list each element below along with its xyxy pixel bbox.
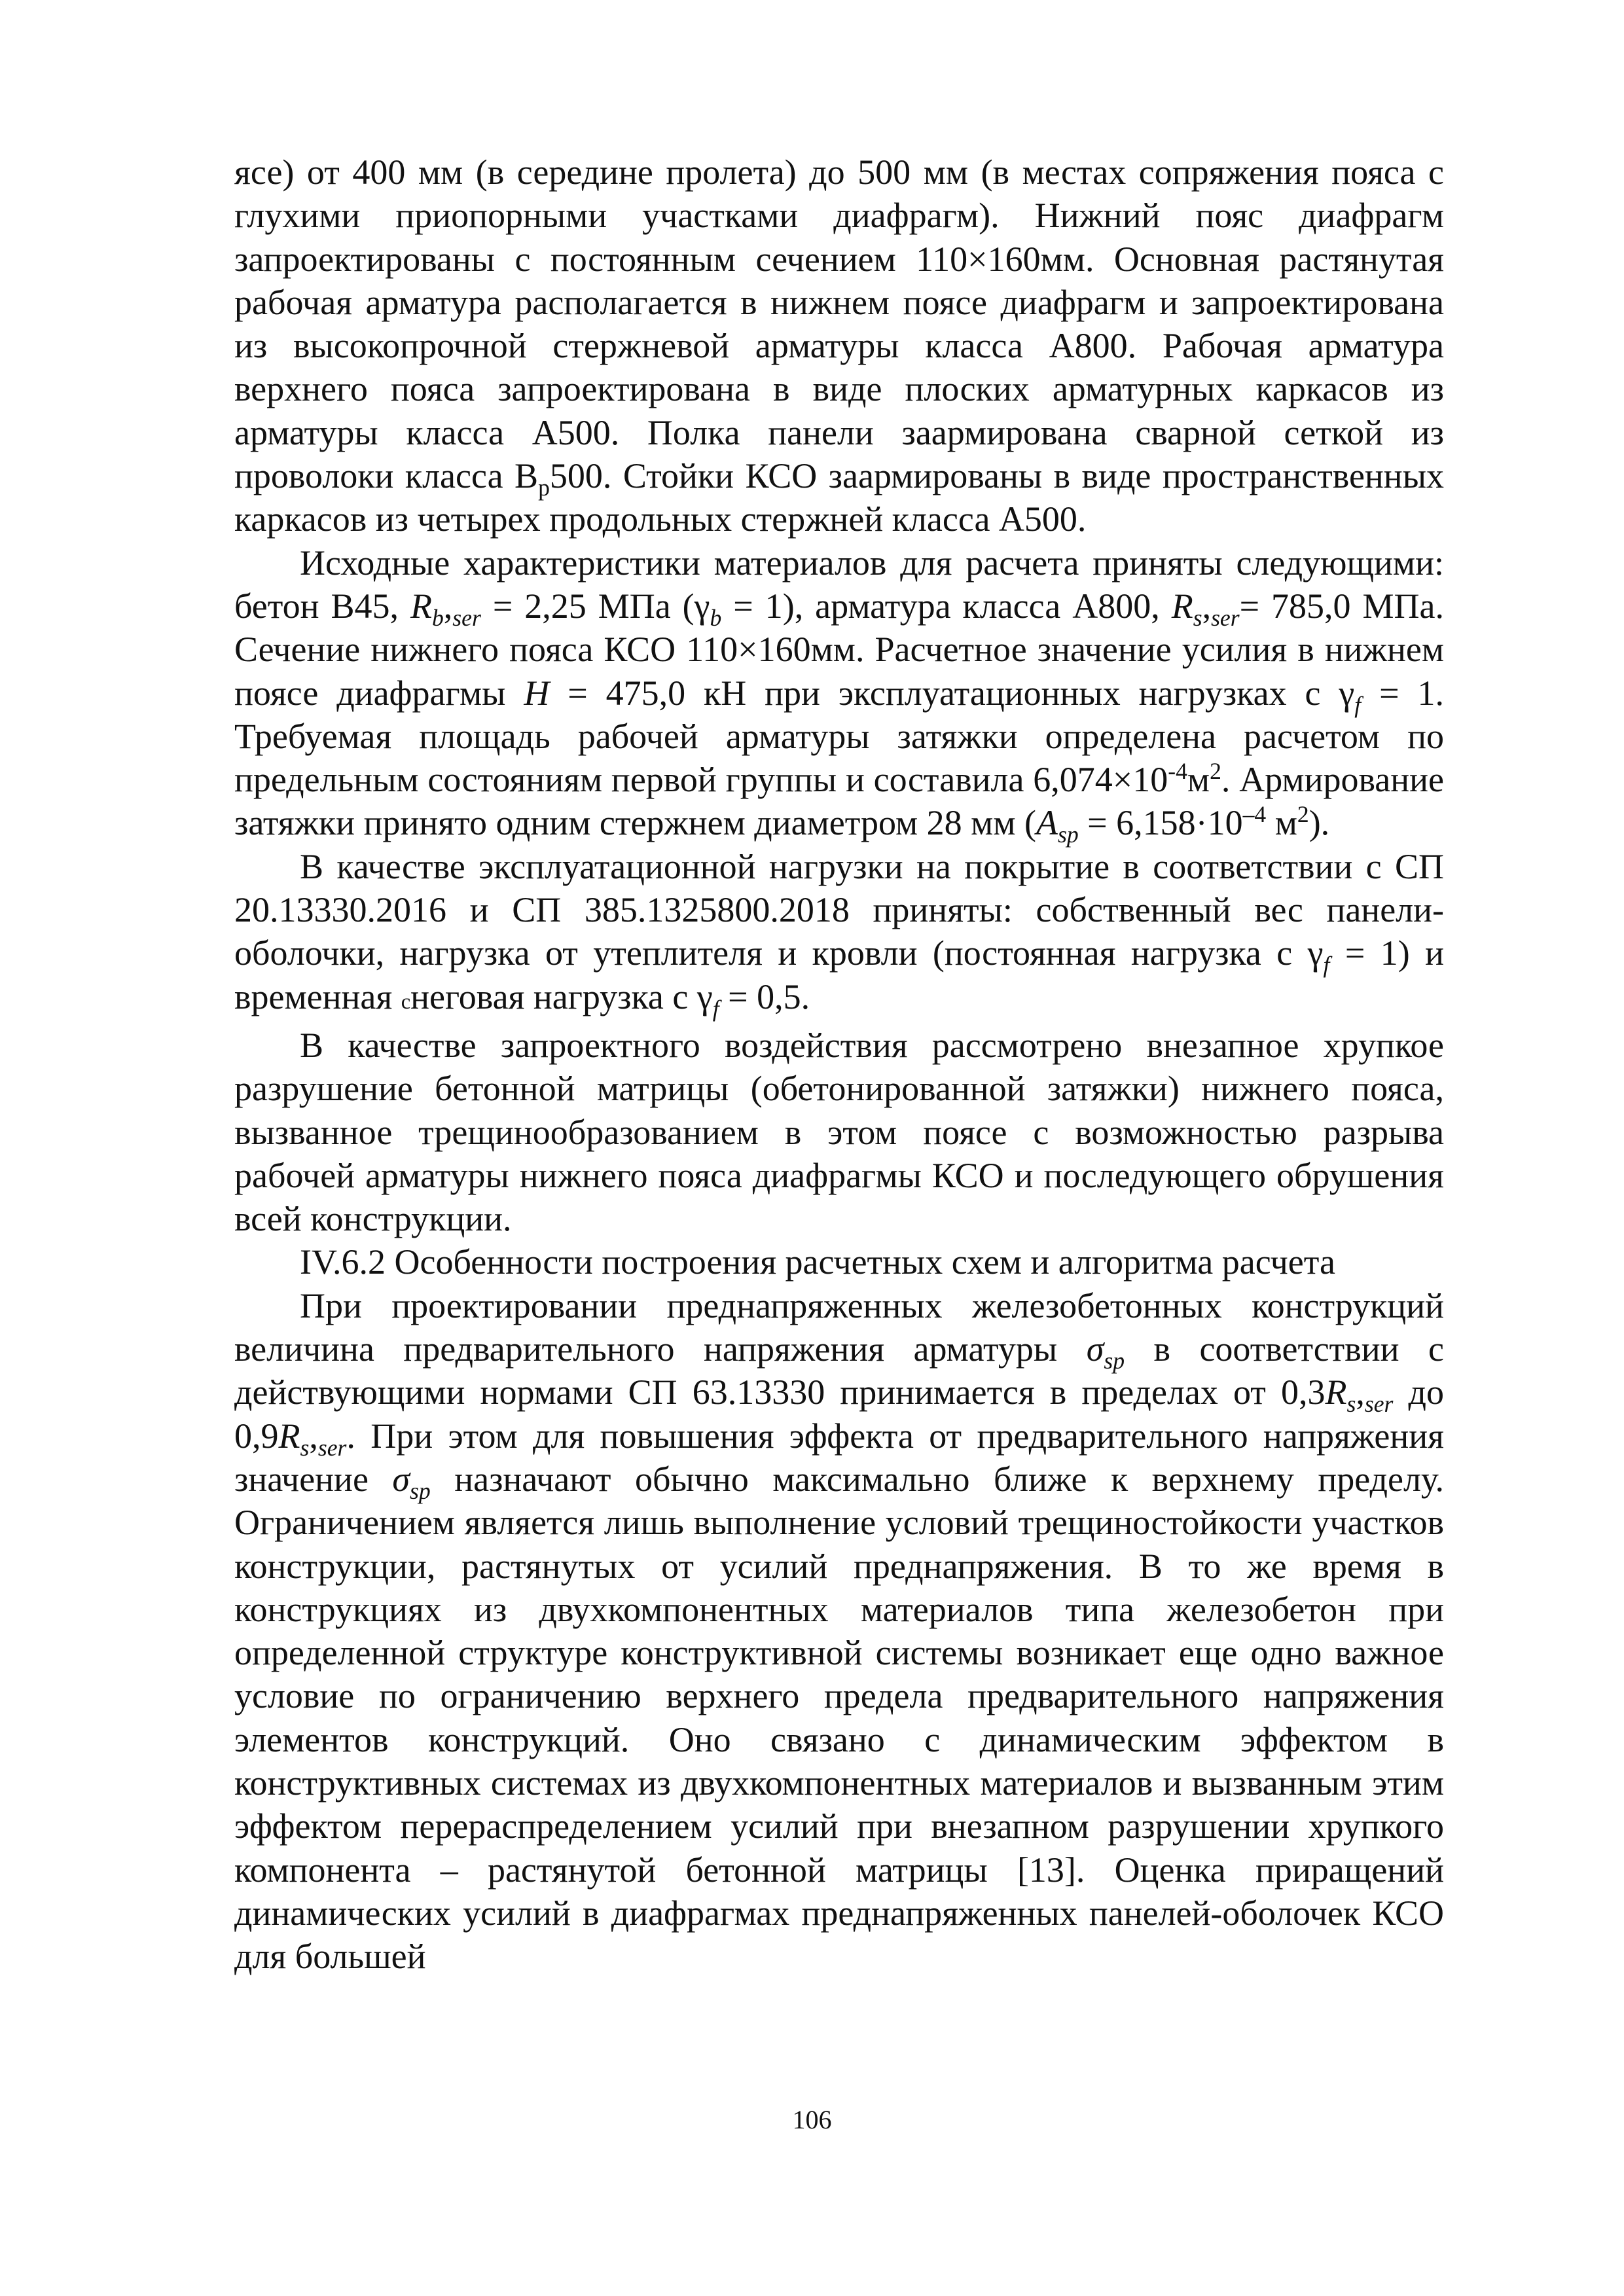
page-body <box>234 151 1444 1978</box>
paragraph-operational-load: В качестве эксплуатационной нагрузки на покрытие в соответствии с СП 20.13330.2016 и СП 385.1325800.2018 приняты: собственный вес панели-оболочки, нагрузка от утеплителя и кровли (постоянная нагрузка с $\gamma_f = 1$) и временная снеговая нагрузка с $\gamma_f = 0,5$. <box>234 846 1444 1022</box>
page-number: 106 <box>792 2105 832 2134</box>
section-heading: IV.6.2 Особенности построения расчетных схем и алгоритма расчета <box>300 1242 1335 1282</box>
paragraph-beyond-design-impact: В качестве запроектного воздействия рассмотрено внезапное хрупкое разрушение бетонной матрицы (обетонированной затяжки) нижнего пояса, вызванное трещинообразованием в этом поясе с возможностью разрыва рабочей арматуры нижнего пояса диафрагмы КСО и последующего обрушения всей конструкции. <box>234 1025 1444 1239</box>
paragraph-continuation: ясе) от 400 мм (в середине пролета) до 500 мм (в местах сопряжения пояса с глухими приопорными участками диафрагм). Нижний пояс диафрагм запроектированы с постоянным сечением 110×160мм. Основная растянутая рабочая арматура располагается в нижнем поясе диафрагм и запроектирована из высокопрочной стержневой арматуры класса А800. Рабочая арматура верхнего пояса запроектирована в виде плоских арматурных каркасов из арматуры класса А500. Полка панели заармирована сварной сеткой из проволоки класса $В_р500$. Стойки КСО заармированы в виде пространственных каркасов из четырех продольных стержней класса А500. <box>234 152 1444 539</box>
paragraph-prestress-design: При проектировании преднапряженных железобетонных конструкций величина предварительного напряжения арматуры $\sigma_{sp}$ в соответствии с действующими нормами СП 63.13330 принимается в пределах от $0,3R_s,_{ser}$ до $0,9R_s,_{ser}$. При этом для повышения эффекта от предварительного напряжения значение $\sigma_{sp}$ назначают обычно максимально ближе к верхнему пределу. Ограничением является лишь выполнение условий трещиностойкости участков конструкции, растянутых от усилий преднапряжения. В то же время в конструкциях из двухкомпонентных материалов типа железобетон при определенной структуре конструктивной системы возникает еще одно важное условие по ограничению верхнего предела предварительного напряжения элементов конструкций. Оно связано с динамическим эффектом в конструктивных системах из двухкомпонентных материалов и вызванным этим эффектом перераспределением усилий при внезапном разрушении хрупкого компонента – растянутой бетонной матрицы [13]. Оценка приращений динамических усилий в диафрагмах преднапряженных панелей-оболочек КСО для большей <box>234 1285 1444 1977</box>
paragraph-material-properties: Исходные характеристики материалов для расчета приняты следующими: бетон В45, $R_b,_{ser} = 2,25$ МПа $(\gamma_b = 1)$, арматура класса А800, $R_s,_{ser}= 785,0$ МПа. Сечение нижнего пояса КСО 110×160мм. Расчетное значение усилия в нижнем поясе диафрагмы H = 475,0 кН при эксплуатационных нагрузках с $\gamma_f = 1$. Требуемая площадь рабочей арматуры затяжки определена расчетом по предельным состояниям первой группы и составила $6,074\times 10^{-4}м^2$. Армирование затяжки принято одним стержнем диаметром 28 мм ($A_{sp} = 6,158\cdot 10^{-4}$ $м^2$). <box>234 543 1444 848</box>
